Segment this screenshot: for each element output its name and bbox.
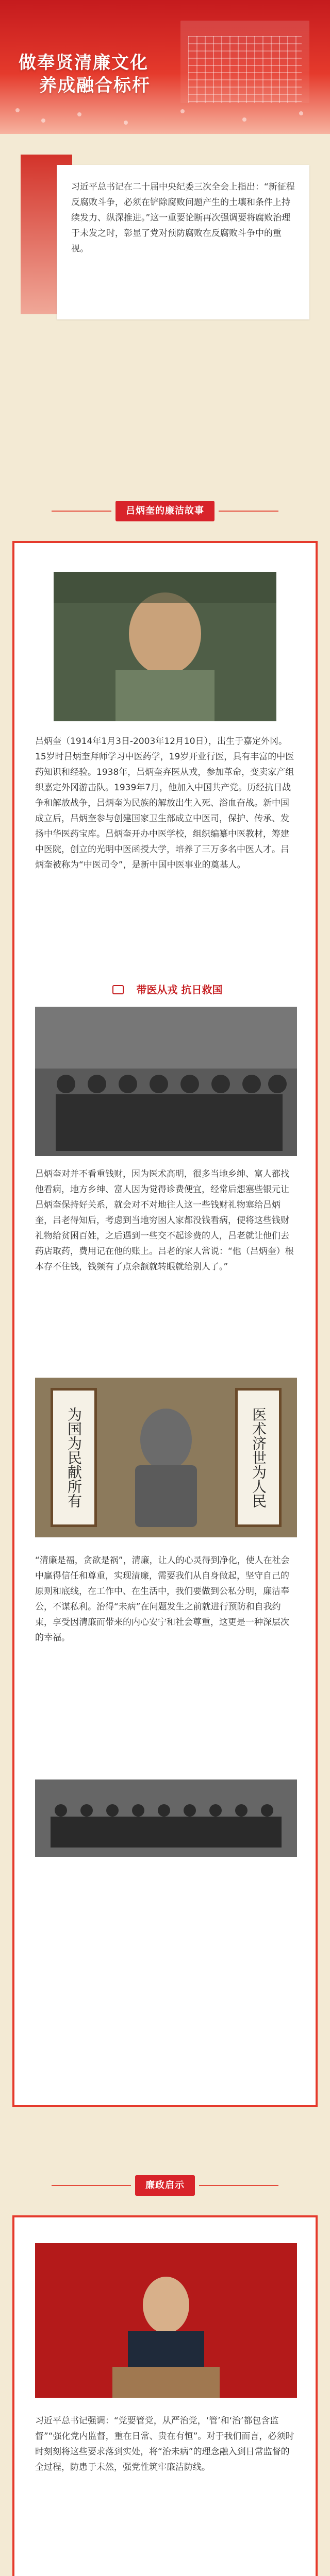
banner-title-line1: 做奉贤清廉文化 [19, 53, 148, 73]
section-title-story: 吕炳奎的廉洁故事 [116, 501, 214, 521]
group-photo [35, 1007, 297, 1156]
header-banner [0, 0, 330, 134]
portrait-photo [54, 572, 276, 721]
section-title-lesson: 廉政启示 [135, 2175, 195, 2196]
group-photo-illustration [35, 1007, 297, 1156]
intro-text: 习近平总书记在二十届中央纪委三次全会上指出：“新征程反腐败斗争，必须在铲除腐败问题产生的土壤和条件上持续发力、纵深推进。”这一重要论断再次强调要将腐败治理于未发之时，彰显了党对预防腐败在反腐败斗争中的重视。 [71, 182, 295, 254]
section-header-story [52, 500, 278, 522]
story-paragraph-3: “清廉是福，贪欲是祸”，清廉，让人的心灵得到净化，使人在社会中赢得信任和尊重，实现清廉，需要我们从自身做起，坚守自己的原则和底线，在工作中、在生活中，我们要做到公私分明，廉洁奉公，不谋私利。治得“未病”在问题发生之前就进行预防和自我约束，享受因清廉而带来的内心安宁和社会尊重，这更是一种深层次的幸福。 [35, 1555, 290, 1643]
intro-card [57, 165, 309, 319]
archive-photo [35, 1780, 297, 1857]
memorial-photo [35, 1378, 297, 1537]
bust-statue [120, 1398, 212, 1527]
calligraphy-right [235, 1388, 282, 1527]
speech-photo-illustration [35, 2243, 297, 2398]
banner-title [19, 52, 184, 97]
banner-title-line2: 养成融合标杆 [39, 75, 151, 96]
header-line-right [219, 511, 278, 512]
header-line-left [52, 511, 111, 512]
header-line-left-2 [52, 2185, 131, 2186]
archive-photo-illustration [35, 1780, 297, 1857]
banner-decor [10, 103, 320, 129]
speech-photo [35, 2243, 297, 2398]
building-illustration [180, 21, 309, 103]
story-paragraph-1: 吕炳奎（1914年1月3日-2003年12月10日），出生于嘉定外冈。15岁时吕炳奎拜师学习中医药学，19岁开业行医，具有丰富的中医药知识和经验。1938年，吕炳奎弃医从戎，参加革命，变卖家产组织嘉定外冈游击队。1939年7月，他加入中国共产党。历经抗日战争和解放战争，吕炳奎为民族的解放出生入死、浴血奋战。新中国成立后，吕炳奎参与创建国家卫生部成立中医司，保护、传承、发扬中华医药宝库。吕炳奎开办中医学校，组织编纂中医教材，筹建中医院，创立的光明中医函授大学，培养了三万多名中医人才。吕炳奎被称为“中医司令”，是新中国中医事业的奠基人。 [35, 736, 294, 870]
lesson-frame [12, 2215, 318, 2576]
story-paragraph-2: 吕炳奎对并不看重钱财，因为医术高明，很多当地乡绅、富人都找他看病，地方乡绅、富人因为觉得诊费便宜，经常后想塞些银元让吕炳奎保持好关系，就会对不对地往人这一些钱财礼物塞给吕炳奎，吕老得知后，考虑到当地穷困人家都没钱看病，便将这些钱财礼物给贫困百姓，之后遇到一些交不起诊费的人，吕老就让他们去药店取药，费用记在他的账上。吕老的家人常说：“他（吕炳奎）根本存不住钱，钱频有了点余额就转眼就给别人了。” [35, 1169, 294, 1272]
section-header-lesson [52, 2174, 278, 2197]
lesson-text: 习近平总书记强调：“党要管党，从严治党，‘管’和‘治’都包含监督”“强化党内监督，重在日常、贵在有恒”。对于我们而言，必须时时刻刻将这些要求落到实处，将“治未病”的理念融入到日常监督的全过程，防患于未然，强党性筑牢廉洁防线。 [35, 2416, 294, 2472]
story-frame [12, 541, 318, 2107]
subtitle-badge: 带医从戎 抗日救国 [112, 981, 246, 998]
header-line-right-2 [199, 2185, 278, 2186]
portrait-illustration [54, 572, 276, 721]
calligraphy-right-text: 医术济世为人民 [250, 1407, 267, 1508]
calligraphy-left-text: 为国为民献所有 [65, 1407, 82, 1508]
calligraphy-left [51, 1388, 97, 1527]
